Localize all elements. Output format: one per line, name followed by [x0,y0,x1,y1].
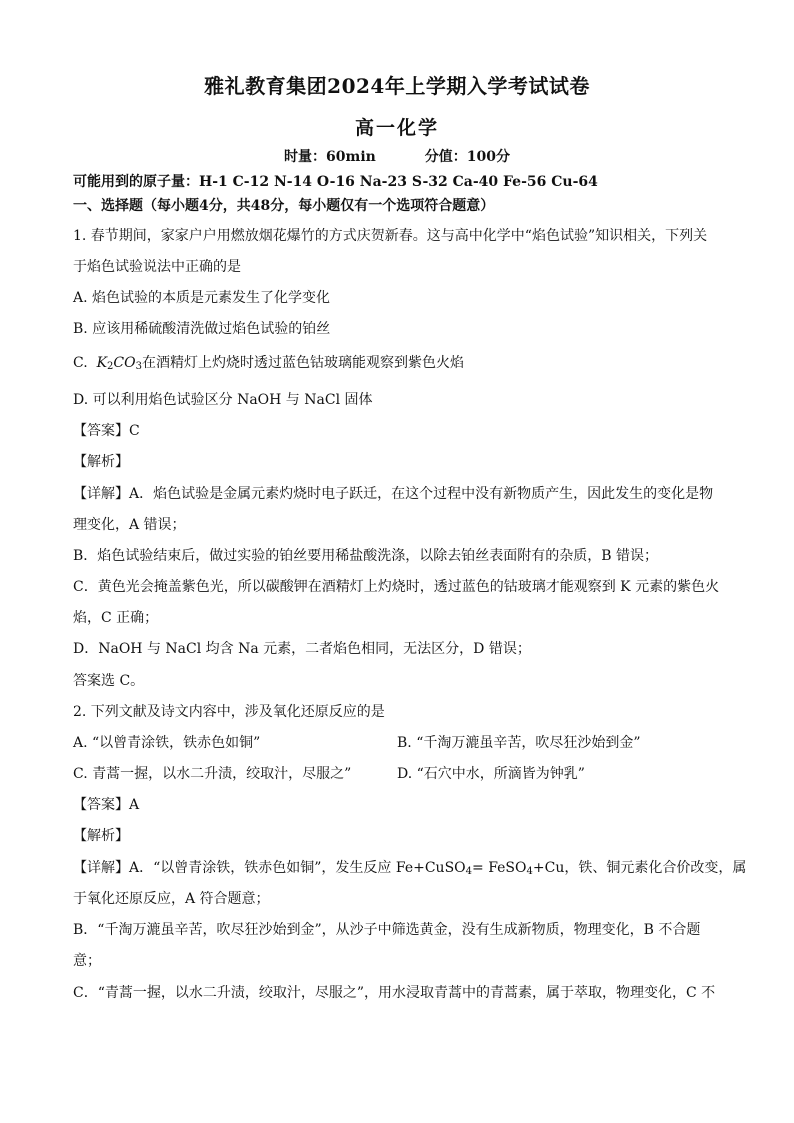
q2-detail-line1-part2: = FeSO [472,860,527,876]
exam-meta [0,146,794,166]
q1-option-a: A. 焰色试验的本质是元素发生了化学变化 [73,290,331,306]
q2-detail-line3: B．“千淘万漉虽辛苦，吹尽狂沙始到金”，从沙子中筛选黄金，没有生成新物质，物理变化，B 不合题 [73,922,701,938]
q1-answer: 【答案】C [73,423,140,439]
q2-detail-line2: 于氧化还原反应，A 符合题意； [73,891,270,907]
q2-option-b: B. “千淘万漉虽辛苦，吹尽狂沙始到金” [397,735,641,751]
q2-stem: 2. 下列文献及诗文内容中，涉及氧化还原反应的是 [73,704,385,720]
formula-k: K [96,355,108,371]
exam-subtitle: 高一化学 [354,117,439,139]
formula-sub-2: 2 [107,361,114,372]
q2-option-a: A. “以曾青涂铁，铁赤色如铜” [73,735,261,751]
q1-conclusion: 答案选 C。 [73,673,145,689]
q1-detail-line4: C．黄色光会掩盖紫色光，所以碳酸钾在酒精灯上灼烧时，透过蓝色的钴玻璃才能观察到 K 元素的紫色火 [73,579,720,595]
q1-detail-line1: 【详解】A．焰色试验是金属元素灼烧时电子跃迁，在这个过程中没有新物质产生，因此发生的变化是物 [73,486,714,502]
formula-sub-4b: 4 [526,866,533,877]
q1-option-b: B. 应该用稀硫酸清洗做过焰色试验的铂丝 [73,321,331,337]
q2-detail-line4: 意； [73,953,101,969]
q2-detail-line1-part3: +Cu，铁、铜元素化合价改变，属 [532,860,747,876]
q2-answer: 【答案】A [73,797,140,813]
q1-analysis-label: 【解析】 [73,454,129,470]
exam-title: 雅礼教育集团2024年上学期入学考试试卷 [204,74,590,98]
formula-sub-3: 3 [135,361,142,372]
exam-time: 时量：60min [284,149,376,165]
exam-score: 分值：100分 [424,149,510,165]
q1-detail-line2: 理变化，A 错误； [73,517,186,533]
q1-option-d: D. 可以利用焰色试验区分 NaOH 与 NaCl 固体 [73,392,373,408]
atomic-masses: 可能用到的原子量：H-1 C-12 N-14 O-16 Na-23 S-32 Ca-40 Fe-56 Cu-64 [73,174,598,190]
q1-detail-line3: B．焰色试验结束后，做过实验的铂丝要用稀盐酸洗涤，以除去铂丝表面附有的杂质，B 错误； [73,548,659,564]
q2-detail-line5: C．“青蒿一握，以水二升渍，绞取汁，尽服之”，用水浸取青蒿中的青蒿素，属于萃取，物理变化，C 不 [73,985,716,1001]
q2-option-d: D. “石穴中水，所滴皆为钟乳” [397,766,585,782]
q1-stem-line1: 1. 春节期间，家家户户用燃放烟花爆竹的方式庆贺新春。这与高中化学中“焰色试验”知识相关，下列关 [73,228,708,244]
formula-sub-4a: 4 [465,866,473,877]
q1-option-c-prefix: C. [73,355,88,371]
q1-option-c [73,353,464,377]
formula-co: CO [113,355,136,371]
section-heading: 一、选择题（每小题4分，共48分，每小题仅有一个选项符合题意） [73,198,495,214]
q1-detail-line5: 焰，C 正确； [73,610,159,626]
q1-stem-line2: 于焰色试验说法中正确的是 [73,259,241,275]
q2-detail-line1 [73,858,746,882]
q1-option-c-text: 在酒精灯上灼烧时透过蓝色钴玻璃能观察到紫色火焰 [142,355,464,371]
q1-detail-line6: D．NaOH 与 NaCl 均含 Na 元素，二者焰色相同，无法区分，D 错误； [73,641,531,657]
q2-option-c: C. 青蒿一握，以水二升渍，绞取汁，尽服之” [73,766,352,782]
q2-analysis-label: 【解析】 [73,828,129,844]
q2-detail-line1-part1: 【详解】A．“以曾青涂铁，铁赤色如铜”，发生反应 Fe+CuSO [73,860,466,876]
